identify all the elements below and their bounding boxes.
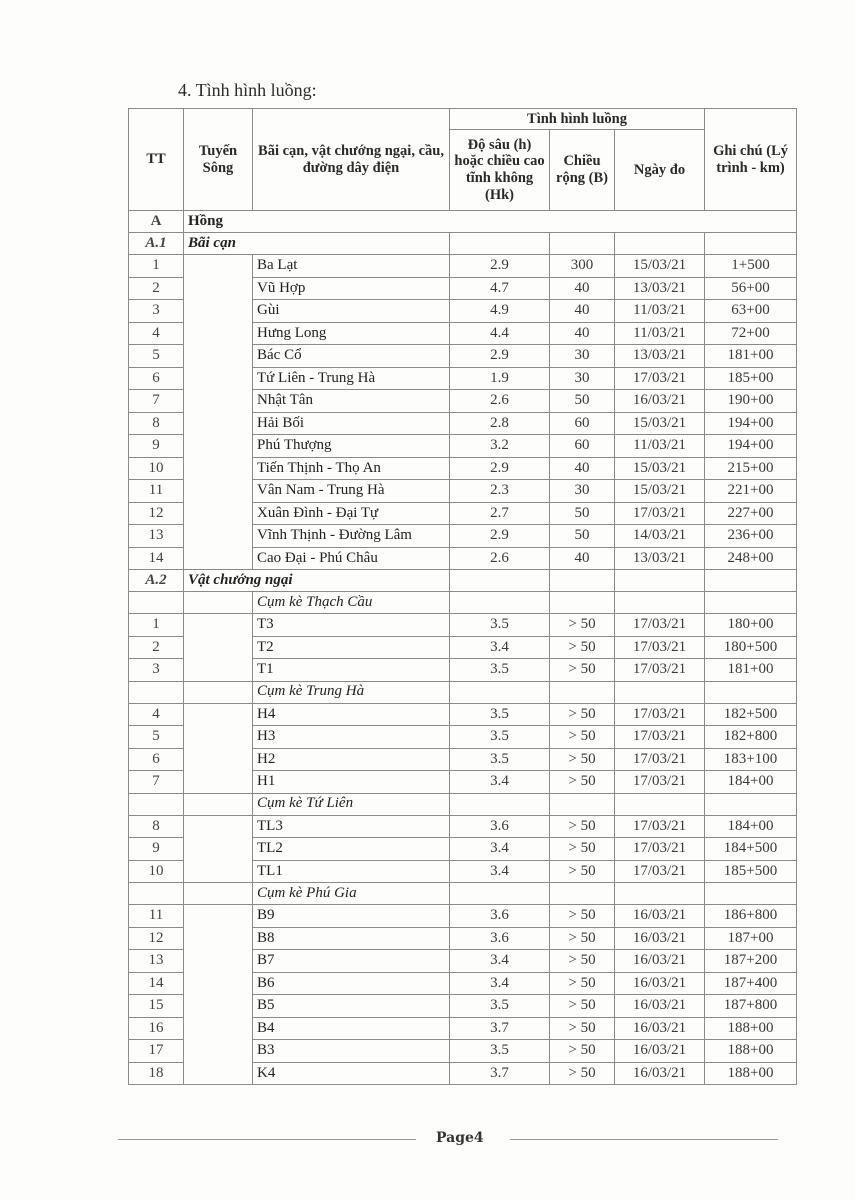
row-tt: 5 xyxy=(129,726,184,749)
row-date: 16/03/21 xyxy=(615,390,705,413)
row-date: 11/03/21 xyxy=(615,322,705,345)
row-date: 17/03/21 xyxy=(615,659,705,682)
header-row-1 xyxy=(129,109,797,130)
row-width: > 50 xyxy=(550,860,615,883)
row-depth: 3.5 xyxy=(450,748,550,771)
row-width: > 50 xyxy=(550,905,615,928)
empty-cell xyxy=(450,570,550,592)
row-depth: 3.4 xyxy=(450,636,550,659)
row-tt: 15 xyxy=(129,995,184,1018)
row-width: > 50 xyxy=(550,995,615,1018)
row-width: 30 xyxy=(550,480,615,503)
row-note: 194+00 xyxy=(705,435,797,458)
row-name: H1 xyxy=(253,771,450,794)
row-depth: 1.9 xyxy=(450,367,550,390)
empty-cell xyxy=(615,681,705,703)
row-depth: 3.4 xyxy=(450,860,550,883)
row-width: > 50 xyxy=(550,636,615,659)
row-tt: 7 xyxy=(129,390,184,413)
empty-cell xyxy=(550,793,615,815)
row-depth: 3.4 xyxy=(450,838,550,861)
row-depth: 4.4 xyxy=(450,322,550,345)
table-row xyxy=(129,614,797,637)
empty-cell xyxy=(184,681,253,703)
river-merged-cell xyxy=(184,703,253,793)
row-name: T3 xyxy=(253,614,450,637)
row-width: 30 xyxy=(550,367,615,390)
row-tt: 5 xyxy=(129,345,184,368)
row-tt: 3 xyxy=(129,300,184,323)
row-name: Nhật Tân xyxy=(253,390,450,413)
empty-cell xyxy=(550,592,615,614)
row-width: > 50 xyxy=(550,838,615,861)
empty-cell xyxy=(705,681,797,703)
row-note: 1+500 xyxy=(705,255,797,278)
row-tt: 4 xyxy=(129,703,184,726)
row-name: Vĩnh Thịnh - Đường Lâm xyxy=(253,525,450,548)
row-note: 188+00 xyxy=(705,1062,797,1085)
empty-cell xyxy=(550,233,615,255)
row-name: TL1 xyxy=(253,860,450,883)
empty-cell xyxy=(615,793,705,815)
row-name: Gùi xyxy=(253,300,450,323)
row-date: 13/03/21 xyxy=(615,345,705,368)
row-date: 15/03/21 xyxy=(615,412,705,435)
row-depth: 3.7 xyxy=(450,1017,550,1040)
row-note: 185+500 xyxy=(705,860,797,883)
row-width: 300 xyxy=(550,255,615,278)
header-depth: Độ sâu (h) hoặc chiều cao tĩnh không (Hk) xyxy=(450,130,550,211)
row-depth: 3.6 xyxy=(450,905,550,928)
row-name: B6 xyxy=(253,972,450,995)
river-merged-cell xyxy=(184,815,253,883)
row-name: TL2 xyxy=(253,838,450,861)
row-name: TL3 xyxy=(253,815,450,838)
footer-rule-right xyxy=(510,1139,778,1140)
row-note: 56+00 xyxy=(705,277,797,300)
row-width: > 50 xyxy=(550,748,615,771)
row-note: 184+500 xyxy=(705,838,797,861)
section-title: 4. Tình hình luồng: xyxy=(178,80,317,100)
row-tt: 10 xyxy=(129,457,184,480)
row-tt: 1 xyxy=(129,614,184,637)
row-width: 50 xyxy=(550,502,615,525)
row-tt: 6 xyxy=(129,748,184,771)
row-depth: 4.7 xyxy=(450,277,550,300)
row-date: 17/03/21 xyxy=(615,748,705,771)
row-note: 187+00 xyxy=(705,927,797,950)
row-note: 180+00 xyxy=(705,614,797,637)
header-item: Bãi cạn, vật chướng ngại, cầu, đường dây điện xyxy=(253,109,450,211)
empty-cell xyxy=(129,592,184,614)
empty-cell xyxy=(184,793,253,815)
header-river: Tuyến Sông xyxy=(184,109,253,211)
group-name: Cụm kè Trung Hà xyxy=(253,681,450,703)
row-name: Ba Lạt xyxy=(253,255,450,278)
row-note: 194+00 xyxy=(705,412,797,435)
row-width: > 50 xyxy=(550,950,615,973)
river-row xyxy=(129,211,797,233)
section-row xyxy=(129,570,797,592)
row-name: Cao Đại - Phú Châu xyxy=(253,547,450,570)
row-note: 72+00 xyxy=(705,322,797,345)
empty-cell xyxy=(705,793,797,815)
row-tt: 9 xyxy=(129,838,184,861)
row-width: > 50 xyxy=(550,703,615,726)
header-tt: TT xyxy=(129,109,184,211)
row-date: 15/03/21 xyxy=(615,480,705,503)
header-date: Ngày đo xyxy=(615,130,705,211)
row-date: 16/03/21 xyxy=(615,995,705,1018)
row-name: B5 xyxy=(253,995,450,1018)
row-date: 17/03/21 xyxy=(615,726,705,749)
empty-cell xyxy=(615,883,705,905)
row-tt: 8 xyxy=(129,815,184,838)
river-merged-cell xyxy=(184,905,253,1085)
row-tt: 7 xyxy=(129,771,184,794)
row-width: > 50 xyxy=(550,771,615,794)
section-row xyxy=(129,233,797,255)
row-width: 60 xyxy=(550,412,615,435)
river-merged-cell xyxy=(184,255,253,570)
empty-cell xyxy=(450,592,550,614)
row-date: 17/03/21 xyxy=(615,838,705,861)
empty-cell xyxy=(184,883,253,905)
row-depth: 2.9 xyxy=(450,457,550,480)
row-width: > 50 xyxy=(550,726,615,749)
row-date: 15/03/21 xyxy=(615,457,705,480)
row-name: B4 xyxy=(253,1017,450,1040)
footer-rule-left xyxy=(118,1139,416,1140)
row-depth: 3.6 xyxy=(450,927,550,950)
row-name: Xuân Đình - Đại Tự xyxy=(253,502,450,525)
row-name: Vũ Hợp xyxy=(253,277,450,300)
row-tt: 17 xyxy=(129,1040,184,1063)
row-width: 40 xyxy=(550,277,615,300)
empty-cell xyxy=(705,883,797,905)
row-note: 187+200 xyxy=(705,950,797,973)
row-note: 236+00 xyxy=(705,525,797,548)
row-date: 17/03/21 xyxy=(615,771,705,794)
row-note: 184+00 xyxy=(705,771,797,794)
row-tt: 8 xyxy=(129,412,184,435)
row-name: Tiến Thịnh - Thọ An xyxy=(253,457,450,480)
row-depth: 3.5 xyxy=(450,726,550,749)
table-row xyxy=(129,703,797,726)
row-note: 182+800 xyxy=(705,726,797,749)
river-name: Hồng xyxy=(184,211,797,233)
empty-cell xyxy=(550,681,615,703)
row-width: 50 xyxy=(550,525,615,548)
row-name: Vân Nam - Trung Hà xyxy=(253,480,450,503)
empty-cell xyxy=(705,570,797,592)
row-tt: 10 xyxy=(129,860,184,883)
table-row xyxy=(129,905,797,928)
row-tt: 4 xyxy=(129,322,184,345)
row-name: H3 xyxy=(253,726,450,749)
row-tt: 14 xyxy=(129,547,184,570)
row-note: 186+800 xyxy=(705,905,797,928)
empty-cell xyxy=(450,233,550,255)
row-name: B3 xyxy=(253,1040,450,1063)
row-width: 40 xyxy=(550,322,615,345)
row-tt: 18 xyxy=(129,1062,184,1085)
section-name: Vật chướng ngại xyxy=(184,570,450,592)
row-note: 215+00 xyxy=(705,457,797,480)
row-name: Phú Thượng xyxy=(253,435,450,458)
row-date: 11/03/21 xyxy=(615,300,705,323)
row-depth: 3.5 xyxy=(450,1040,550,1063)
row-note: 180+500 xyxy=(705,636,797,659)
page-footer xyxy=(118,1130,778,1150)
row-depth: 3.4 xyxy=(450,771,550,794)
row-width: > 50 xyxy=(550,927,615,950)
row-tt: 6 xyxy=(129,367,184,390)
row-date: 16/03/21 xyxy=(615,1062,705,1085)
row-tt: 2 xyxy=(129,277,184,300)
row-depth: 3.6 xyxy=(450,815,550,838)
row-date: 17/03/21 xyxy=(615,502,705,525)
row-date: 15/03/21 xyxy=(615,255,705,278)
row-date: 17/03/21 xyxy=(615,636,705,659)
table-body xyxy=(129,211,797,1085)
row-note: 227+00 xyxy=(705,502,797,525)
empty-cell xyxy=(550,883,615,905)
empty-cell xyxy=(615,570,705,592)
row-name: Hải Bối xyxy=(253,412,450,435)
row-tt: 3 xyxy=(129,659,184,682)
row-tt: 14 xyxy=(129,972,184,995)
row-note: 187+400 xyxy=(705,972,797,995)
row-note: 190+00 xyxy=(705,390,797,413)
row-note: 181+00 xyxy=(705,659,797,682)
row-width: 60 xyxy=(550,435,615,458)
row-date: 17/03/21 xyxy=(615,614,705,637)
row-date: 14/03/21 xyxy=(615,525,705,548)
row-note: 187+800 xyxy=(705,995,797,1018)
group-name: Cụm kè Tứ Liên xyxy=(253,793,450,815)
row-name: B8 xyxy=(253,927,450,950)
row-name: Bác Cổ xyxy=(253,345,450,368)
empty-cell xyxy=(184,592,253,614)
row-name: T2 xyxy=(253,636,450,659)
row-depth: 2.9 xyxy=(450,525,550,548)
row-depth: 3.4 xyxy=(450,972,550,995)
empty-cell xyxy=(705,233,797,255)
row-date: 17/03/21 xyxy=(615,860,705,883)
row-depth: 3.4 xyxy=(450,950,550,973)
row-note: 63+00 xyxy=(705,300,797,323)
row-tt: 12 xyxy=(129,927,184,950)
empty-cell xyxy=(615,233,705,255)
group-name: Cụm kè Phú Gia xyxy=(253,883,450,905)
empty-cell xyxy=(450,883,550,905)
channel-status-table xyxy=(128,108,797,1085)
row-note: 188+00 xyxy=(705,1040,797,1063)
page-number: Page4 xyxy=(436,1130,484,1146)
row-note: 185+00 xyxy=(705,367,797,390)
row-depth: 3.2 xyxy=(450,435,550,458)
row-date: 13/03/21 xyxy=(615,547,705,570)
row-depth: 2.9 xyxy=(450,345,550,368)
row-width: 40 xyxy=(550,547,615,570)
group-row xyxy=(129,883,797,905)
table-row xyxy=(129,255,797,278)
row-date: 16/03/21 xyxy=(615,1017,705,1040)
header-width: Chiều rộng (B) xyxy=(550,130,615,211)
row-date: 17/03/21 xyxy=(615,367,705,390)
row-width: > 50 xyxy=(550,1040,615,1063)
header-group: Tình hình luồng xyxy=(450,109,705,130)
empty-cell xyxy=(615,592,705,614)
empty-cell xyxy=(450,681,550,703)
row-tt: 16 xyxy=(129,1017,184,1040)
empty-cell xyxy=(450,793,550,815)
row-name: B9 xyxy=(253,905,450,928)
row-width: > 50 xyxy=(550,659,615,682)
row-depth: 3.5 xyxy=(450,614,550,637)
row-name: Tứ Liên - Trung Hà xyxy=(253,367,450,390)
row-depth: 2.6 xyxy=(450,547,550,570)
row-name: H2 xyxy=(253,748,450,771)
row-tt: 13 xyxy=(129,950,184,973)
row-width: 50 xyxy=(550,390,615,413)
row-date: 16/03/21 xyxy=(615,905,705,928)
group-name: Cụm kè Thạch Cầu xyxy=(253,592,450,614)
row-depth: 2.7 xyxy=(450,502,550,525)
group-row xyxy=(129,592,797,614)
row-date: 16/03/21 xyxy=(615,927,705,950)
group-row xyxy=(129,681,797,703)
row-tt: 13 xyxy=(129,525,184,548)
row-width: 40 xyxy=(550,300,615,323)
row-depth: 3.5 xyxy=(450,659,550,682)
row-name: H4 xyxy=(253,703,450,726)
group-row xyxy=(129,793,797,815)
empty-cell xyxy=(550,570,615,592)
row-depth: 3.5 xyxy=(450,703,550,726)
row-width: > 50 xyxy=(550,614,615,637)
row-date: 16/03/21 xyxy=(615,950,705,973)
row-depth: 2.6 xyxy=(450,390,550,413)
section-name: Bãi cạn xyxy=(184,233,450,255)
row-tt: 1 xyxy=(129,255,184,278)
row-depth: 2.9 xyxy=(450,255,550,278)
row-date: 17/03/21 xyxy=(615,703,705,726)
empty-cell xyxy=(705,592,797,614)
row-note: 188+00 xyxy=(705,1017,797,1040)
empty-cell xyxy=(129,793,184,815)
row-width: > 50 xyxy=(550,972,615,995)
row-tt: 11 xyxy=(129,480,184,503)
header-note: Ghi chú (Lý trình - km) xyxy=(705,109,797,211)
row-depth: 2.8 xyxy=(450,412,550,435)
row-width: > 50 xyxy=(550,815,615,838)
row-date: 11/03/21 xyxy=(615,435,705,458)
row-name: Hưng Long xyxy=(253,322,450,345)
empty-cell xyxy=(129,883,184,905)
row-note: 182+500 xyxy=(705,703,797,726)
row-name: B7 xyxy=(253,950,450,973)
row-depth: 4.9 xyxy=(450,300,550,323)
river-code: A xyxy=(129,211,184,233)
table-row xyxy=(129,815,797,838)
row-note: 183+100 xyxy=(705,748,797,771)
row-tt: 11 xyxy=(129,905,184,928)
row-date: 16/03/21 xyxy=(615,1040,705,1063)
empty-cell xyxy=(129,681,184,703)
row-depth: 3.7 xyxy=(450,1062,550,1085)
row-depth: 3.5 xyxy=(450,995,550,1018)
row-depth: 2.3 xyxy=(450,480,550,503)
row-name: T1 xyxy=(253,659,450,682)
row-tt: 12 xyxy=(129,502,184,525)
row-date: 16/03/21 xyxy=(615,972,705,995)
row-name: K4 xyxy=(253,1062,450,1085)
row-note: 184+00 xyxy=(705,815,797,838)
row-tt: 2 xyxy=(129,636,184,659)
row-note: 221+00 xyxy=(705,480,797,503)
row-tt: 9 xyxy=(129,435,184,458)
row-width: > 50 xyxy=(550,1062,615,1085)
river-merged-cell xyxy=(184,614,253,682)
section-code: A.2 xyxy=(129,570,184,592)
row-width: > 50 xyxy=(550,1017,615,1040)
row-note: 248+00 xyxy=(705,547,797,570)
row-width: 30 xyxy=(550,345,615,368)
row-date: 17/03/21 xyxy=(615,815,705,838)
row-note: 181+00 xyxy=(705,345,797,368)
row-width: 40 xyxy=(550,457,615,480)
section-code: A.1 xyxy=(129,233,184,255)
row-date: 13/03/21 xyxy=(615,277,705,300)
